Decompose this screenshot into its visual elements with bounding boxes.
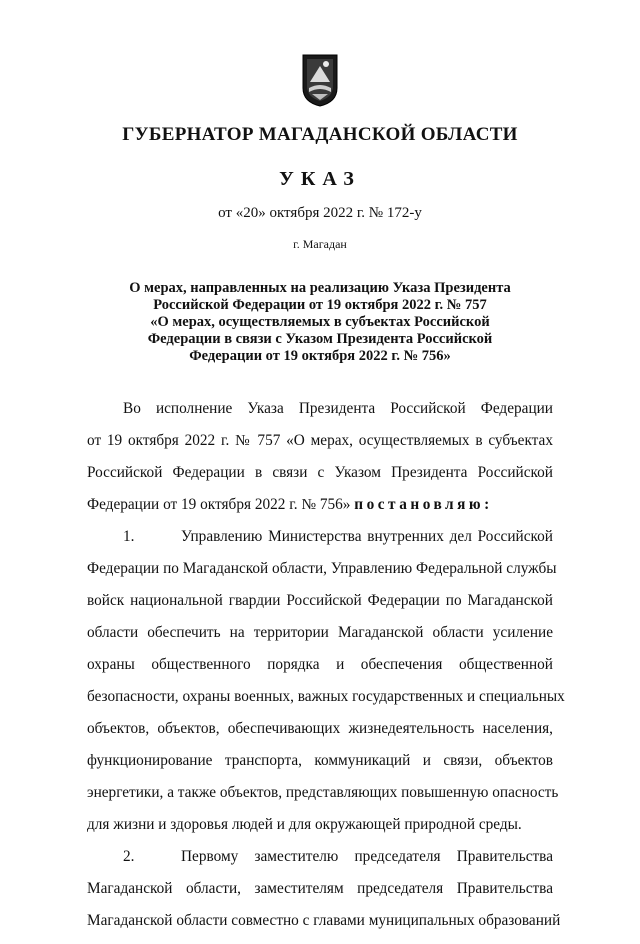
- preamble-line: [87, 496, 553, 528]
- preamble-text: Федерации от 19 октября 2022 г. № 756»: [87, 496, 351, 513]
- title-line: «О мерах, осуществляемых в субъектах Российской: [150, 314, 490, 330]
- document-type: УКАЗ: [279, 168, 361, 190]
- preamble-line: Во исполнение Указа Президента Российской Федерации: [123, 400, 553, 417]
- item-text: Управлению Министерства внутренних дел Российской: [181, 528, 553, 545]
- coat-of-arms-icon: [300, 52, 340, 108]
- item-1-line: безопасности, охраны военных, важных государственных и специальных: [87, 688, 565, 705]
- item-1-line: войск национальной гвардии Российской Федерации по Магаданской: [87, 592, 553, 609]
- title-line: Российской Федерации от 19 октября 2022 г. № 757: [153, 297, 487, 313]
- preamble-line: от 19 октября 2022 г. № 757 «О мерах, осуществляемых в субъектах: [87, 432, 553, 449]
- document-date-number: от «20» октября 2022 г. № 172-у: [218, 205, 422, 221]
- item-2-line: Магаданской области, заместителям председателя Правительства: [87, 880, 553, 897]
- document-title: [100, 280, 540, 365]
- item-1-line: Федерации по Магаданской области, Управлению Федеральной службы: [87, 560, 557, 577]
- title-line: Федерации от 19 октября 2022 г. № 756»: [189, 348, 451, 364]
- item-2-first-line: [87, 848, 553, 880]
- document-body: [87, 400, 565, 944]
- item-2-line: Магаданской области совместно с главами муниципальных образований: [87, 912, 561, 929]
- item-number: 2.: [123, 848, 135, 865]
- title-line: О мерах, направленных на реализацию Указа Президента: [129, 280, 511, 296]
- preamble-line: Российской Федерации в связи с Указом Президента Российской: [87, 464, 553, 481]
- issuing-authority: ГУБЕРНАТОР МАГАДАНСКОЙ ОБЛАСТИ: [122, 124, 518, 145]
- item-1-line: энергетики, а также объектов, представляющих повышенную опасность: [87, 784, 559, 801]
- item-1-line: функционирование транспорта, коммуникаций и связи, объектов: [87, 752, 553, 769]
- item-1-line: объектов, объектов, обеспечивающих жизнедеятельность населения,: [87, 720, 553, 737]
- item-1-line: охраны общественного порядка и обеспечения общественной: [87, 656, 553, 673]
- item-text: Первому заместителю председателя Правительства: [181, 848, 553, 865]
- item-1-line: области обеспечить на территории Магаданской области усиление: [87, 624, 553, 641]
- item-1-line: для жизни и здоровья людей и для окружающей природной среды.: [87, 816, 522, 833]
- document-city: г. Магадан: [293, 237, 347, 251]
- item-number: 1.: [123, 528, 135, 545]
- resolve-word: постановляю:: [354, 496, 493, 513]
- item-1-first-line: [87, 528, 553, 560]
- title-line: Федерации в связи с Указом Президента Российской: [147, 331, 493, 347]
